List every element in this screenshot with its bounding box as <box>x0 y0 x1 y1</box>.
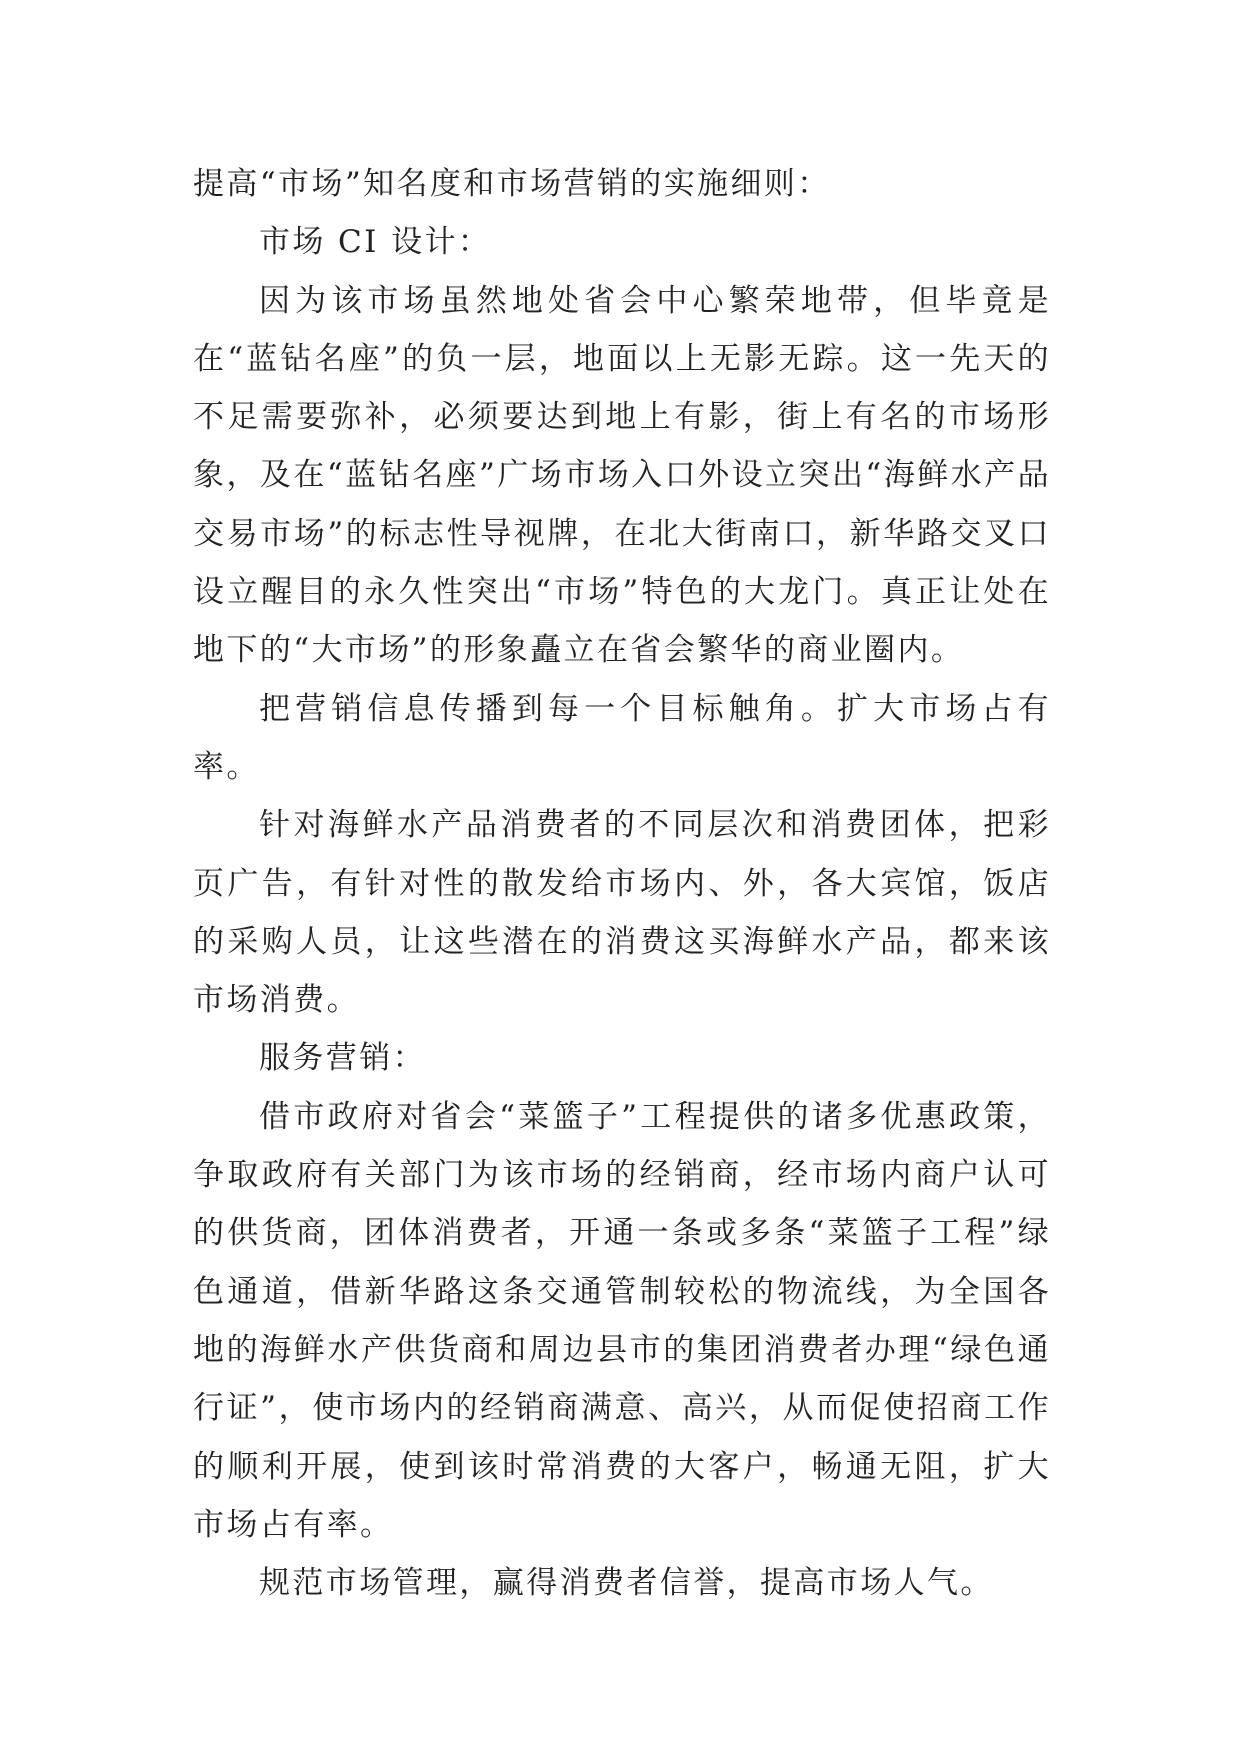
paragraph-marketing-info: 把营销信息传播到每一个目标触角。扩大市场占有率。 <box>193 690 1051 785</box>
paragraph-service-marketing: 借市政府对省会“菜篮子”工程提供的诸多优惠政策，争取政府有关部门为该市场的经销商，经市场内商户认可的供货商，团体消费者，开通一条或多条“菜篮子工程”绿色通道，借新华路这条交通管制较松的物流线，为全国各地的海鲜水产供货商和周边县市的集团消费者办理“绿色通行证”，使市场内的经销商满意、高兴，从而促使招商工作的顺利开展，使到该时常消费的大客户，畅通无阻，扩大市场占有率。 <box>193 1098 1051 1543</box>
paragraph-management: 规范市场管理，赢得消费者信誉，提高市场人气。 <box>259 1565 994 1602</box>
paragraph-service-heading: 服务营销： <box>259 1040 426 1077</box>
paragraph-location: 因为该市场虽然地处省会中心繁荣地带，但毕竟是在“蓝钻名座”的负一层，地面以上无影无踪。这一先天的不足需要弥补，必须要达到地上有影，街上有名的市场形象，及在“蓝钻名座”广场市场入口外设立突出“海鲜水产品交易市场”的标志性导视牌，在北大街南口，新华路交叉口设立醒目的永久性突出“市场”特色的大龙门。真正让处在地下的“大市场”的形象矗立在省会繁华的商业圈内。 <box>193 282 1051 669</box>
paragraph-heading: 提高“市场”知名度和市场营销的实施细则： <box>193 166 831 202</box>
paragraph-consumers: 针对海鲜水产品消费者的不同层次和消费团体，把彩页广告，有针对性的散发给市场内、外，各大宾馆，饭店的采购人员，让这些潜在的消费这买海鲜水产品，都来该市场消费。 <box>193 807 1051 1019</box>
paragraph-ci-design-heading: 市场 CI 设计： <box>259 224 492 261</box>
document-body <box>193 155 1051 1612</box>
